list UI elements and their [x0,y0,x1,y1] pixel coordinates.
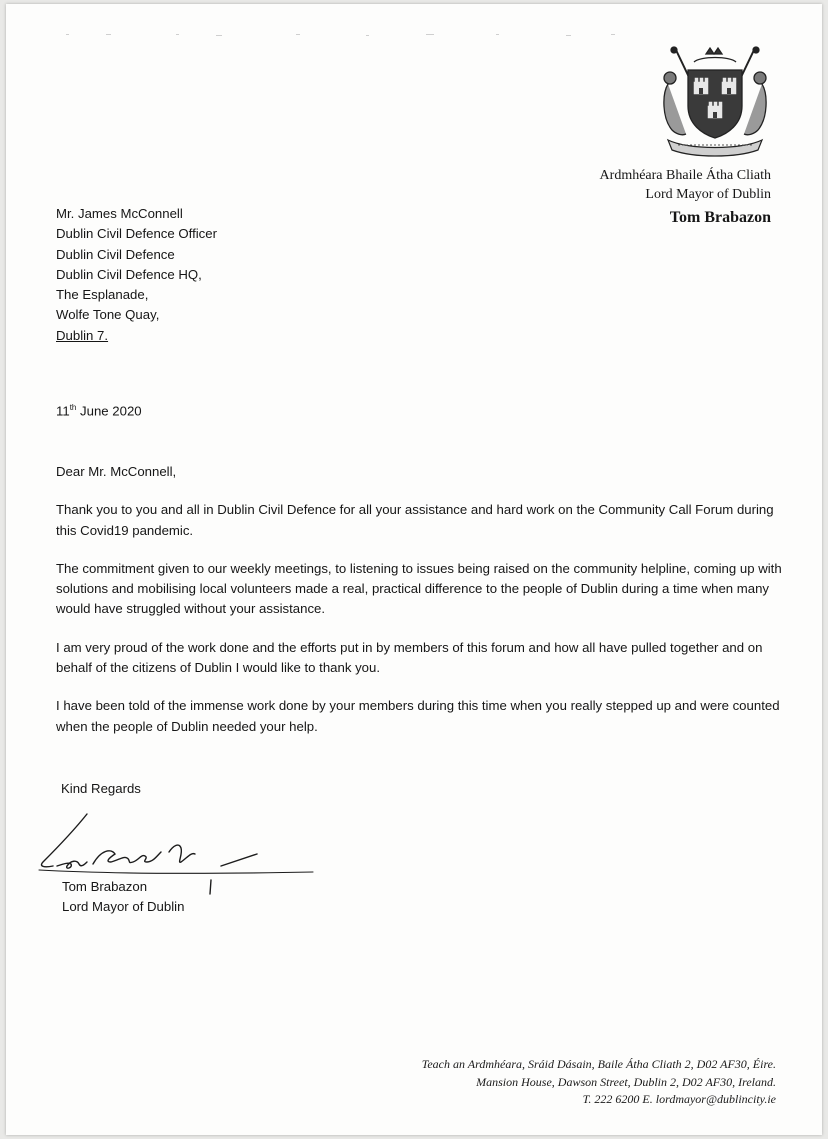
address-line: Dublin Civil Defence [56,246,175,262]
lord-mayor-name: Tom Brabazon [669,209,771,226]
letterhead-title-block [600,166,771,230]
english-title: Lord Mayor of Dublin [645,187,771,202]
letter-page [6,4,822,1135]
paragraph: The commitment given to our weekly meetings, to listening to issues being raised on the community helpline, coming up with solutions and mobilising local volunteers made a real, practical difference to the people of Dublin during a time when many would have struggled without your assistance. [56,560,782,617]
signer-block [62,877,184,918]
signer-name: Tom Brabazon [62,879,148,894]
address-line: Wolfe Tone Quay, [56,307,160,323]
footer-contact: T. 222 6200 E. lordmayor@dublincity.ie [582,1092,776,1106]
letter-date [56,403,142,418]
footer-english-address: Mansion House, Dawson Street, Dublin 2, D02 AF30, Ireland. [476,1074,776,1089]
recipient-address [56,204,217,346]
irish-title: Ardmhéara Bhaile Átha Cliath [599,168,771,183]
signer-title: Lord Mayor of Dublin [62,899,185,915]
footer-irish-address: Teach an Ardmhéara, Sráid Dásain, Baile Átha Cliath 2, D02 AF30, Éire. [421,1057,776,1071]
address-line: Dublin Civil Defence HQ, [56,266,202,282]
address-line: Dublin Civil Defence Officer [56,226,217,242]
date-day: 11 [56,403,70,419]
dublin-coat-of-arms [654,44,776,162]
paragraph: I am very proud of the work done and the efforts put in by members of this forum and how all have pulled together and on behalf of the citizens of Dublin I would like to thank you. [56,639,763,676]
letter-body [56,462,796,755]
date-suffix: th [69,403,77,412]
date-rest: June 2020 [76,403,142,419]
closing: Kind Regards [61,781,141,796]
address-line: Dublin 7. [56,327,109,343]
address-line: Mr. James McConnell [56,206,183,221]
salutation: Dear Mr. McConnell, [56,464,177,479]
address-line: The Esplanade, [56,287,149,303]
paragraph: Thank you to you and all in Dublin Civil Defence for all your assistance and hard work on the Community Call Forum during this Covid19 pandemic. [56,502,774,538]
paragraph: I have been told of the immense work done by your members during this time when you really stepped up and were counted when the people of Dublin needed your help. [56,698,780,734]
letterhead-footer [422,1056,776,1109]
scan-artifacts [66,32,626,38]
